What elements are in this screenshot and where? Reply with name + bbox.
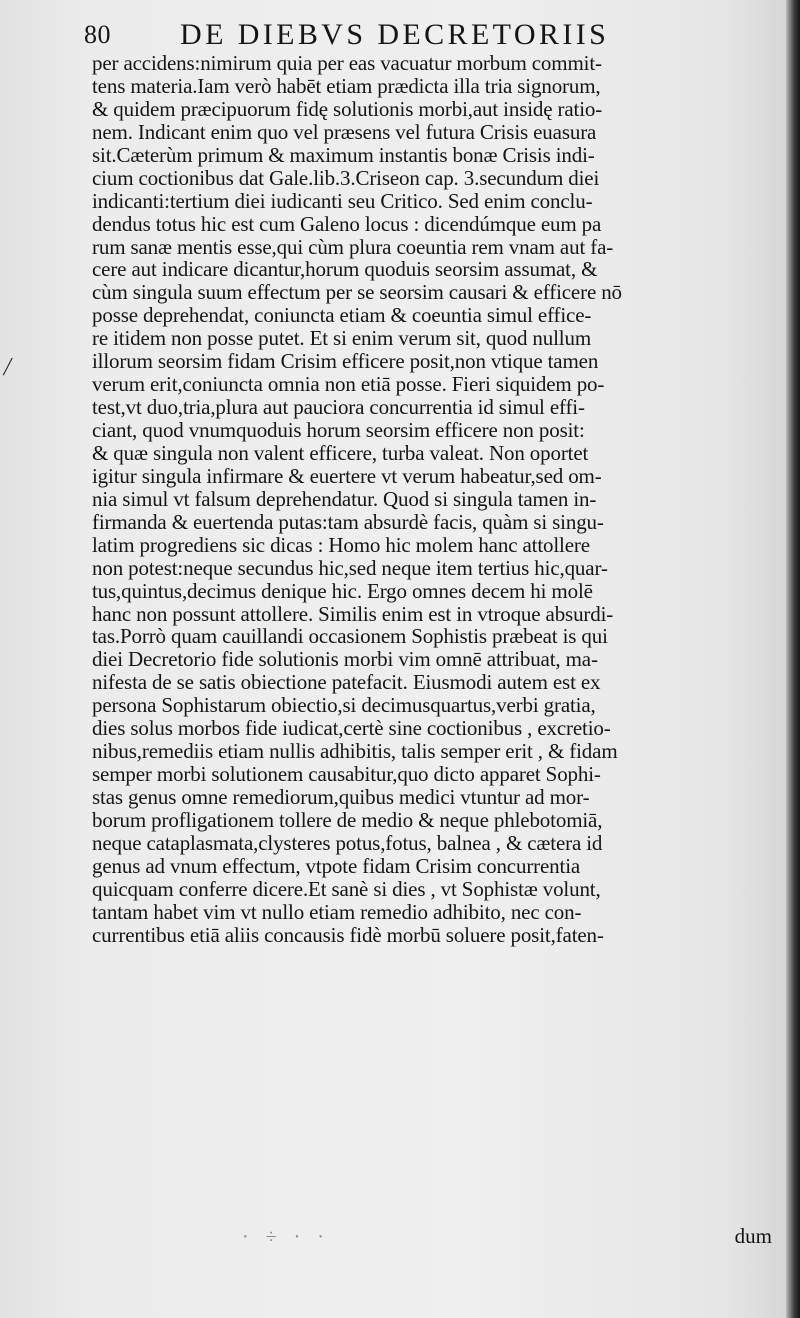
margin-annotation-mark: / <box>1 352 14 381</box>
page-footer <box>92 1224 772 1248</box>
text-line: re itidem non posse putet. Et si enim verum sit, quod nullum <box>92 326 592 351</box>
text-line: neque cataplasmata,clysteres potus,fotus, balnea , & cætera id <box>92 830 603 855</box>
text-line: diei Decretorio fide solutionis morbi vim omnē attribuat, ma- <box>92 647 598 672</box>
text-line: illorum seorsim fidam Crisim efficere posit,non vtique tamen <box>92 349 599 374</box>
text-line: cùm singula suum effectum per se seorsim causari & efficere nō <box>92 280 622 305</box>
running-title: DE DIEBVS DECRETORIIS <box>180 18 610 51</box>
page-header <box>84 16 774 56</box>
text-line: borum profligationem tollere de medio & neque phlebotomiā, <box>92 807 603 832</box>
text-line: stas genus omne remediorum,quibus medici vtuntur ad mor- <box>92 785 590 809</box>
body-text <box>92 52 772 947</box>
binding-gutter <box>786 0 800 1318</box>
text-line: ciant, quod vnumquoduis horum seorsim efficere non posit: <box>92 418 585 442</box>
text-line: dies solus morbos fide iudicat,certè sine coctionibus , excretio- <box>92 716 611 741</box>
text-line: nifesta de se satis obiectione patefacit. Eiusmodi autem est ex <box>92 670 601 695</box>
text-line: latim progrediens sic dicas : Homo hic molem hanc attollere <box>92 532 590 557</box>
text-line: igitur singula infirmare & euertere vt verum habeatur,sed om- <box>92 463 602 488</box>
text-line: indicanti:tertium diei iudicanti seu Critico. Sed enim conclu- <box>92 188 593 213</box>
text-line: firmanda & euertenda putas:tam absurdè facis, quàm si singu- <box>92 509 604 534</box>
text-line: verum erit,coniuncta omnia non etiā posse. Fieri siquidem po- <box>92 372 605 397</box>
text-line: persona Sophistarum obiectio,si decimusquartus,verbi gratia, <box>92 693 596 718</box>
text-line: rum sanæ mentis esse,qui cùm plura coeuntia rem vnam aut fa- <box>92 234 614 259</box>
catchword: dum <box>734 1224 772 1248</box>
text-line: & quidem præcipuorum fidę solutionis morbi,aut insidę ratio- <box>92 96 603 121</box>
text-line: quicquam conferre dicere.Et sanè si dies , vt Sophistæ volunt, <box>92 876 601 901</box>
text-line: hanc non possunt attollere. Similis enim est in vtroque absurdi- <box>92 601 614 626</box>
text-line: cere aut indicare dicantur,horum quoduis seorsim assumat, & <box>92 257 598 282</box>
text-line: per accidens:nimirum quia per eas vacuatur morbum commit- <box>92 51 602 75</box>
text-line: test,vt duo,tria,plura aut pauciora concurrentia id simul effi- <box>92 395 585 420</box>
text-line: nibus,remediis etiam nullis adhibitis, talis semper erit , & fidam <box>92 739 618 764</box>
text-line: genus ad vnum effectum, vtpote fidam Crisim concurrentia <box>92 853 581 878</box>
text-line: nem. Indicant enim quo vel præsens vel futura Crisis euasura <box>92 119 597 144</box>
bleed-through-marks: · ÷ · · <box>242 1226 330 1248</box>
text-line: tas.Porrò quam cauillandi occasionem Sophistis præbeat is qui <box>92 624 608 649</box>
text-line: & quæ singula non valent efficere, turba valeat. Non oportet <box>92 440 589 465</box>
text-line: sit.Cæterùm primum & maximum instantis bonæ Crisis indi- <box>92 142 595 167</box>
text-line: non potest:neque secundus hic,sed neque item tertius hic,quar- <box>92 555 608 580</box>
text-line: tens materia.Iam verò habēt etiam prædicta illa tria signorum, <box>92 73 601 98</box>
text-line: posse deprehendat, coniuncta etiam & coeuntia simul effice- <box>92 303 592 328</box>
text-line: tus,quintus,decimus denique hic. Ergo omnes decem hi molē <box>92 578 593 603</box>
text-line: currentibus etiā aliis concausis fidè morbū soluere posit,faten- <box>92 922 604 947</box>
text-line: semper morbi solutionem causabitur,quo dicto apparet Sophi- <box>92 762 601 787</box>
text-line: dendus totus hic est cum Galeno locus : dicendúmque eum pa <box>92 211 602 236</box>
text-line: tantam habet vim vt nullo etiam remedio adhibito, nec con- <box>92 899 582 924</box>
text-line: cium coctionibus dat Gale.lib.3.Criseon cap. 3.secundum diei <box>92 165 600 190</box>
page-number: 80 <box>84 20 111 49</box>
text-line: nia simul vt falsum deprehendatur. Quod si singula tamen in- <box>92 486 597 511</box>
